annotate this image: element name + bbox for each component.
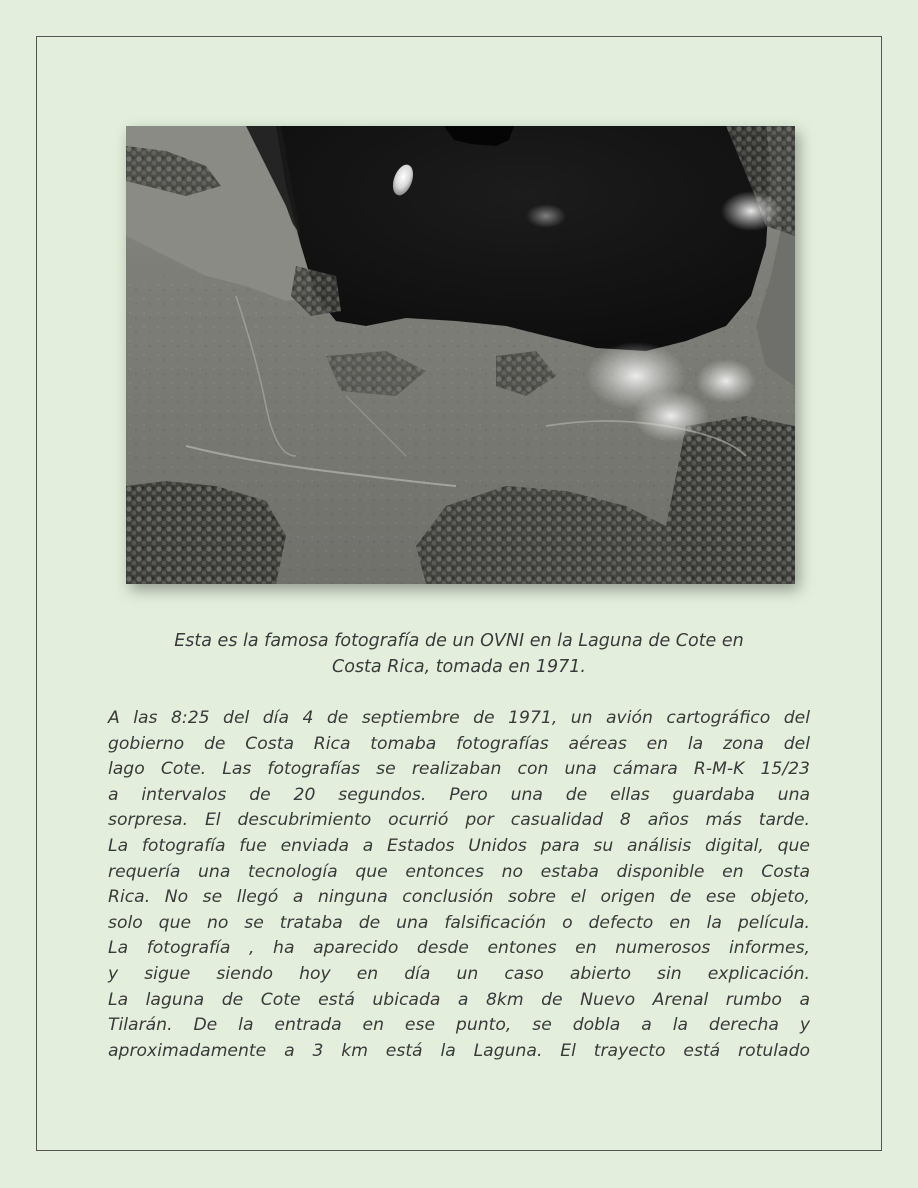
body-line: requería una tecnología que entonces no estaba disponible en Costa bbox=[108, 861, 810, 882]
body-line: gobierno de Costa Rica tomaba fotografías aéreas en la zona del bbox=[108, 733, 810, 754]
body-line: Tilarán. De la entrada en ese punto, se dobla a la derecha y bbox=[108, 1015, 810, 1036]
body-line: y sigue siendo hoy en día un caso abierto sin explicación. bbox=[108, 963, 810, 984]
body-line: sorpresa. El descubrimiento ocurrió por casualidad 8 años más tarde. bbox=[108, 810, 810, 831]
ufo-aerial-photo bbox=[126, 126, 795, 584]
body-line: aproximadamente a 3 km está la Laguna. El trayecto está rotulado bbox=[108, 1040, 810, 1061]
body-line: La fotografía , ha aparecido desde entones en numerosos informes, bbox=[108, 938, 810, 959]
photo-caption bbox=[110, 628, 808, 680]
body-line: A las 8:25 del día 4 de septiembre de 1971, un avión cartográfico del bbox=[108, 708, 810, 728]
body-line: a intervalos de 20 segundos. Pero una de ellas guardaba una bbox=[108, 784, 810, 805]
caption-line: Esta es la famosa fotografía de un OVNI en la Laguna de Cote en bbox=[174, 631, 744, 651]
body-line: La laguna de Cote está ubicada a 8km de Nuevo Arenal rumbo a bbox=[108, 989, 810, 1010]
body-line: lago Cote. Las fotografías se realizaban con una cámara R-M-K 15/23 bbox=[108, 759, 810, 780]
body-line: solo que no se trataba de una falsificación o defecto en la película. bbox=[108, 912, 810, 933]
body-line: La fotografía fue enviada a Estados Unidos para su análisis digital, que bbox=[108, 835, 810, 856]
caption-line: Costa Rica, tomada en 1971. bbox=[332, 657, 586, 677]
article-body bbox=[108, 706, 810, 1064]
body-line: Rica. No se llegó a ninguna conclusión sobre el origen de ese objeto, bbox=[108, 887, 810, 908]
